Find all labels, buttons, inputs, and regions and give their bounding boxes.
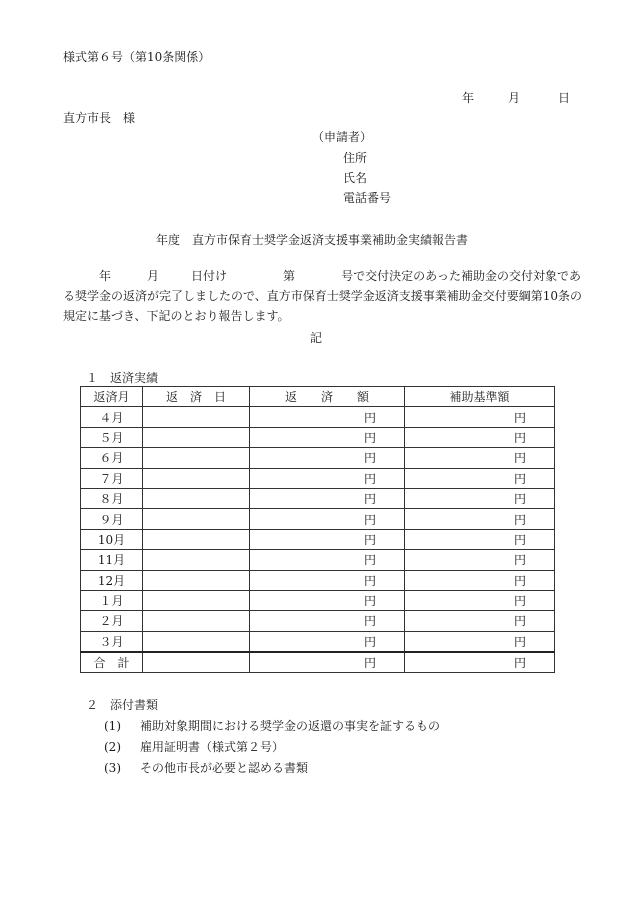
row-month: ９月 xyxy=(81,509,143,529)
body-main-text: 号で交付決定のあった補助金の交付対象である奨学金の返済が完了しましたので、直方市保育士奨学金返済支援事業補助金交付要綱第10条の規定に基づき、下記のとおり報告します。 xyxy=(63,269,583,323)
row-month: ７月 xyxy=(81,468,143,488)
row-base-cell: 円 xyxy=(405,631,555,652)
form-number: 様式第６号（第10条関係） xyxy=(63,50,211,64)
row-date-cell xyxy=(143,570,250,590)
table-row xyxy=(81,509,555,529)
row-amount-cell: 円 xyxy=(250,427,405,447)
table-row xyxy=(81,448,555,468)
table-row xyxy=(81,550,555,570)
section2-heading: ２ 添付書類 xyxy=(86,698,159,712)
row-date-cell xyxy=(143,631,250,652)
row-date-cell xyxy=(143,529,250,549)
name-label: 氏名 xyxy=(343,171,368,185)
col-header-base: 補助基準額 xyxy=(405,387,555,407)
repayment-table xyxy=(80,386,555,673)
body-paragraph xyxy=(63,266,583,326)
body-number-prefix: 第 xyxy=(283,269,296,283)
address-label: 住所 xyxy=(343,151,368,165)
row-amount-cell: 円 xyxy=(250,488,405,508)
table-row xyxy=(81,570,555,590)
attachment-number: (3) xyxy=(104,761,121,775)
table-row xyxy=(81,427,555,447)
body-year: 年 xyxy=(99,269,112,283)
row-base-cell: 円 xyxy=(405,529,555,549)
row-base-cell: 円 xyxy=(405,611,555,631)
row-base-cell: 円 xyxy=(405,427,555,447)
total-base-cell: 円 xyxy=(405,652,555,673)
row-date-cell xyxy=(143,611,250,631)
row-base-cell: 円 xyxy=(405,468,555,488)
attachment-number: (2) xyxy=(104,740,121,754)
col-header-amount: 返 済 額 xyxy=(250,387,405,407)
row-month: ５月 xyxy=(81,427,143,447)
row-base-cell: 円 xyxy=(405,570,555,590)
row-amount-cell: 円 xyxy=(250,570,405,590)
body-date-ref: 日付け xyxy=(191,269,228,283)
row-amount-cell: 円 xyxy=(250,407,405,427)
row-date-cell xyxy=(143,468,250,488)
total-amount-cell: 円 xyxy=(250,652,405,673)
attachment-item xyxy=(104,739,284,755)
table-row xyxy=(81,529,555,549)
table-row xyxy=(81,590,555,610)
row-date-cell xyxy=(143,448,250,468)
row-date-cell xyxy=(143,509,250,529)
attachment-item xyxy=(104,718,440,734)
attachment-number: (1) xyxy=(104,719,121,733)
attachment-text: 補助対象期間における奨学金の返還の事実を証するもの xyxy=(140,719,441,733)
row-month: 12月 xyxy=(81,570,143,590)
applicant-label: （申請者） xyxy=(312,130,373,144)
attachment-item xyxy=(104,760,308,776)
attachment-text: 雇用証明書（様式第２号） xyxy=(140,740,285,754)
attachment-text: その他市長が必要と認める書類 xyxy=(140,761,309,775)
row-base-cell: 円 xyxy=(405,590,555,610)
row-base-cell: 円 xyxy=(405,448,555,468)
table-row xyxy=(81,611,555,631)
table-row xyxy=(81,407,555,427)
row-date-cell xyxy=(143,590,250,610)
addressee: 直方市長 様 xyxy=(63,111,136,125)
total-date-cell xyxy=(143,652,250,673)
row-amount-cell: 円 xyxy=(250,611,405,631)
document-title: 年度 直方市保育士奨学金返済支援事業補助金実績報告書 xyxy=(156,233,469,247)
row-base-cell: 円 xyxy=(405,550,555,570)
table-row xyxy=(81,468,555,488)
table-row xyxy=(81,631,555,652)
row-amount-cell: 円 xyxy=(250,468,405,488)
row-amount-cell: 円 xyxy=(250,550,405,570)
row-month: 11月 xyxy=(81,550,143,570)
section1-heading: １ 返済実績 xyxy=(86,371,159,385)
table-header-row xyxy=(81,387,555,407)
body-month: 月 xyxy=(147,269,160,283)
date-day: 日 xyxy=(558,91,571,105)
row-base-cell: 円 xyxy=(405,488,555,508)
col-header-date: 返 済 日 xyxy=(143,387,250,407)
row-month: ２月 xyxy=(81,611,143,631)
date-year: 年 xyxy=(462,91,475,105)
row-month: ３月 xyxy=(81,631,143,652)
row-base-cell: 円 xyxy=(405,407,555,427)
col-header-month: 返済月 xyxy=(81,387,143,407)
row-date-cell xyxy=(143,427,250,447)
date-line xyxy=(462,90,570,106)
row-date-cell xyxy=(143,407,250,427)
phone-label: 電話番号 xyxy=(343,191,392,205)
row-amount-cell: 円 xyxy=(250,509,405,529)
row-month: １月 xyxy=(81,590,143,610)
row-month: ６月 xyxy=(81,448,143,468)
date-month: 月 xyxy=(508,91,521,105)
table-row xyxy=(81,488,555,508)
row-amount-cell: 円 xyxy=(250,590,405,610)
row-date-cell xyxy=(143,550,250,570)
row-amount-cell: 円 xyxy=(250,631,405,652)
ki-label: 記 xyxy=(310,331,323,345)
row-date-cell xyxy=(143,488,250,508)
table-total-row xyxy=(81,652,555,673)
row-base-cell: 円 xyxy=(405,509,555,529)
row-amount-cell: 円 xyxy=(250,529,405,549)
total-label: 合 計 xyxy=(81,652,143,673)
row-month: 10月 xyxy=(81,529,143,549)
row-month: ４月 xyxy=(81,407,143,427)
row-month: ８月 xyxy=(81,488,143,508)
row-amount-cell: 円 xyxy=(250,448,405,468)
